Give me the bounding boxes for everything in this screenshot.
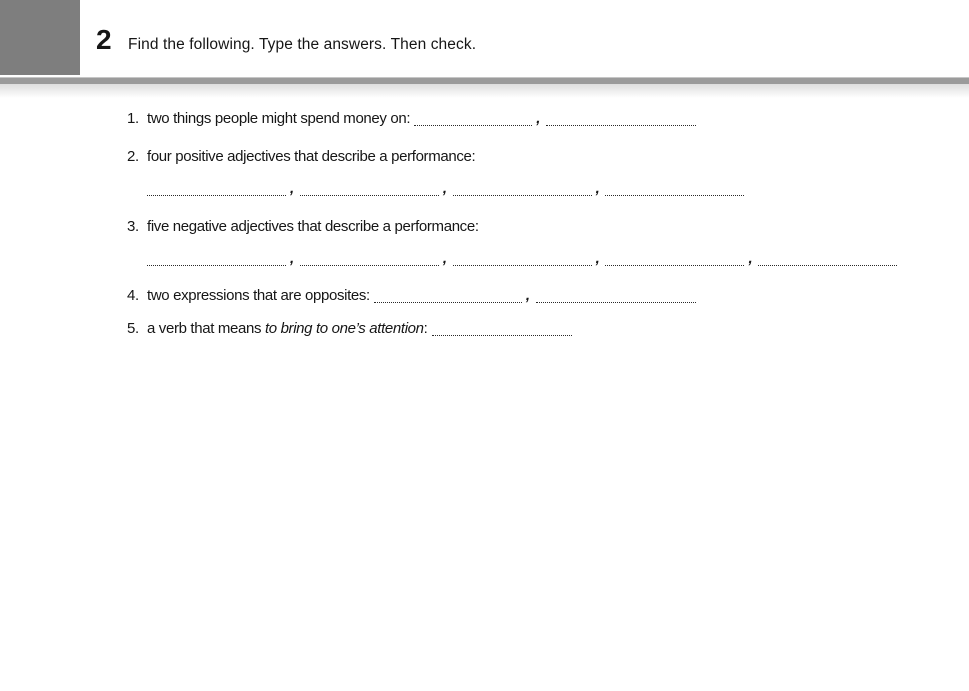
exercise-item-4 (127, 286, 939, 306)
exercise-list (127, 109, 939, 339)
blank-separator: , (525, 287, 530, 304)
item-label-line (127, 109, 939, 129)
item-blanks-line (147, 249, 939, 269)
exercise-item-1 (127, 109, 939, 129)
answer-blank[interactable] (147, 186, 286, 196)
divider-shadow (0, 84, 969, 98)
blank-separator: , (442, 180, 447, 197)
answer-blank[interactable] (300, 186, 439, 196)
item-label-line (127, 217, 939, 237)
answer-blank[interactable] (453, 186, 592, 196)
item-label-line (127, 319, 939, 339)
item-blanks-line (147, 179, 939, 199)
answer-blank[interactable] (147, 256, 286, 266)
item-number: 1. (127, 110, 139, 127)
answer-blank[interactable] (300, 256, 439, 266)
exercise-item-2 (127, 147, 939, 199)
blank-separator: , (536, 110, 541, 127)
blank-separator: , (595, 250, 600, 267)
answer-blank[interactable] (605, 186, 744, 196)
answer-blank[interactable] (605, 256, 744, 266)
answer-blank[interactable] (546, 116, 696, 126)
item-text-italic: to bring to one’s attention (264, 320, 424, 337)
answer-blank[interactable] (453, 256, 592, 266)
blank-separator: , (748, 250, 753, 267)
item-text: five negative adjectives that describe a performance: (147, 218, 479, 235)
exercise-item-5 (127, 319, 939, 339)
answer-blank[interactable] (758, 256, 897, 266)
answer-blank[interactable] (536, 293, 696, 303)
corner-block (0, 0, 80, 75)
exercise-item-3 (127, 217, 939, 269)
blank-separator: , (595, 180, 600, 197)
exercise-instruction: Find the following. Type the answers. Then check. (128, 36, 477, 53)
item-label-line (127, 147, 939, 167)
item-text: a verb that means (147, 320, 265, 337)
blank-separator: , (290, 250, 294, 267)
item-text-suffix: : (423, 320, 428, 337)
answer-blank[interactable] (432, 326, 572, 336)
blank-separator: , (290, 180, 294, 197)
answer-blank[interactable] (414, 116, 532, 126)
item-label-line (127, 286, 939, 306)
exercise-number: 2 (96, 24, 112, 55)
answer-blank[interactable] (374, 293, 522, 303)
item-number: 2. (127, 148, 139, 165)
item-text: four positive adjectives that describe a performance: (147, 148, 476, 165)
item-number: 3. (127, 218, 139, 235)
item-number: 5. (127, 320, 139, 337)
item-number: 4. (127, 287, 139, 304)
item-text: two expressions that are opposites: (147, 287, 370, 304)
blank-separator: , (442, 250, 447, 267)
item-text: two things people might spend money on: (147, 110, 411, 127)
